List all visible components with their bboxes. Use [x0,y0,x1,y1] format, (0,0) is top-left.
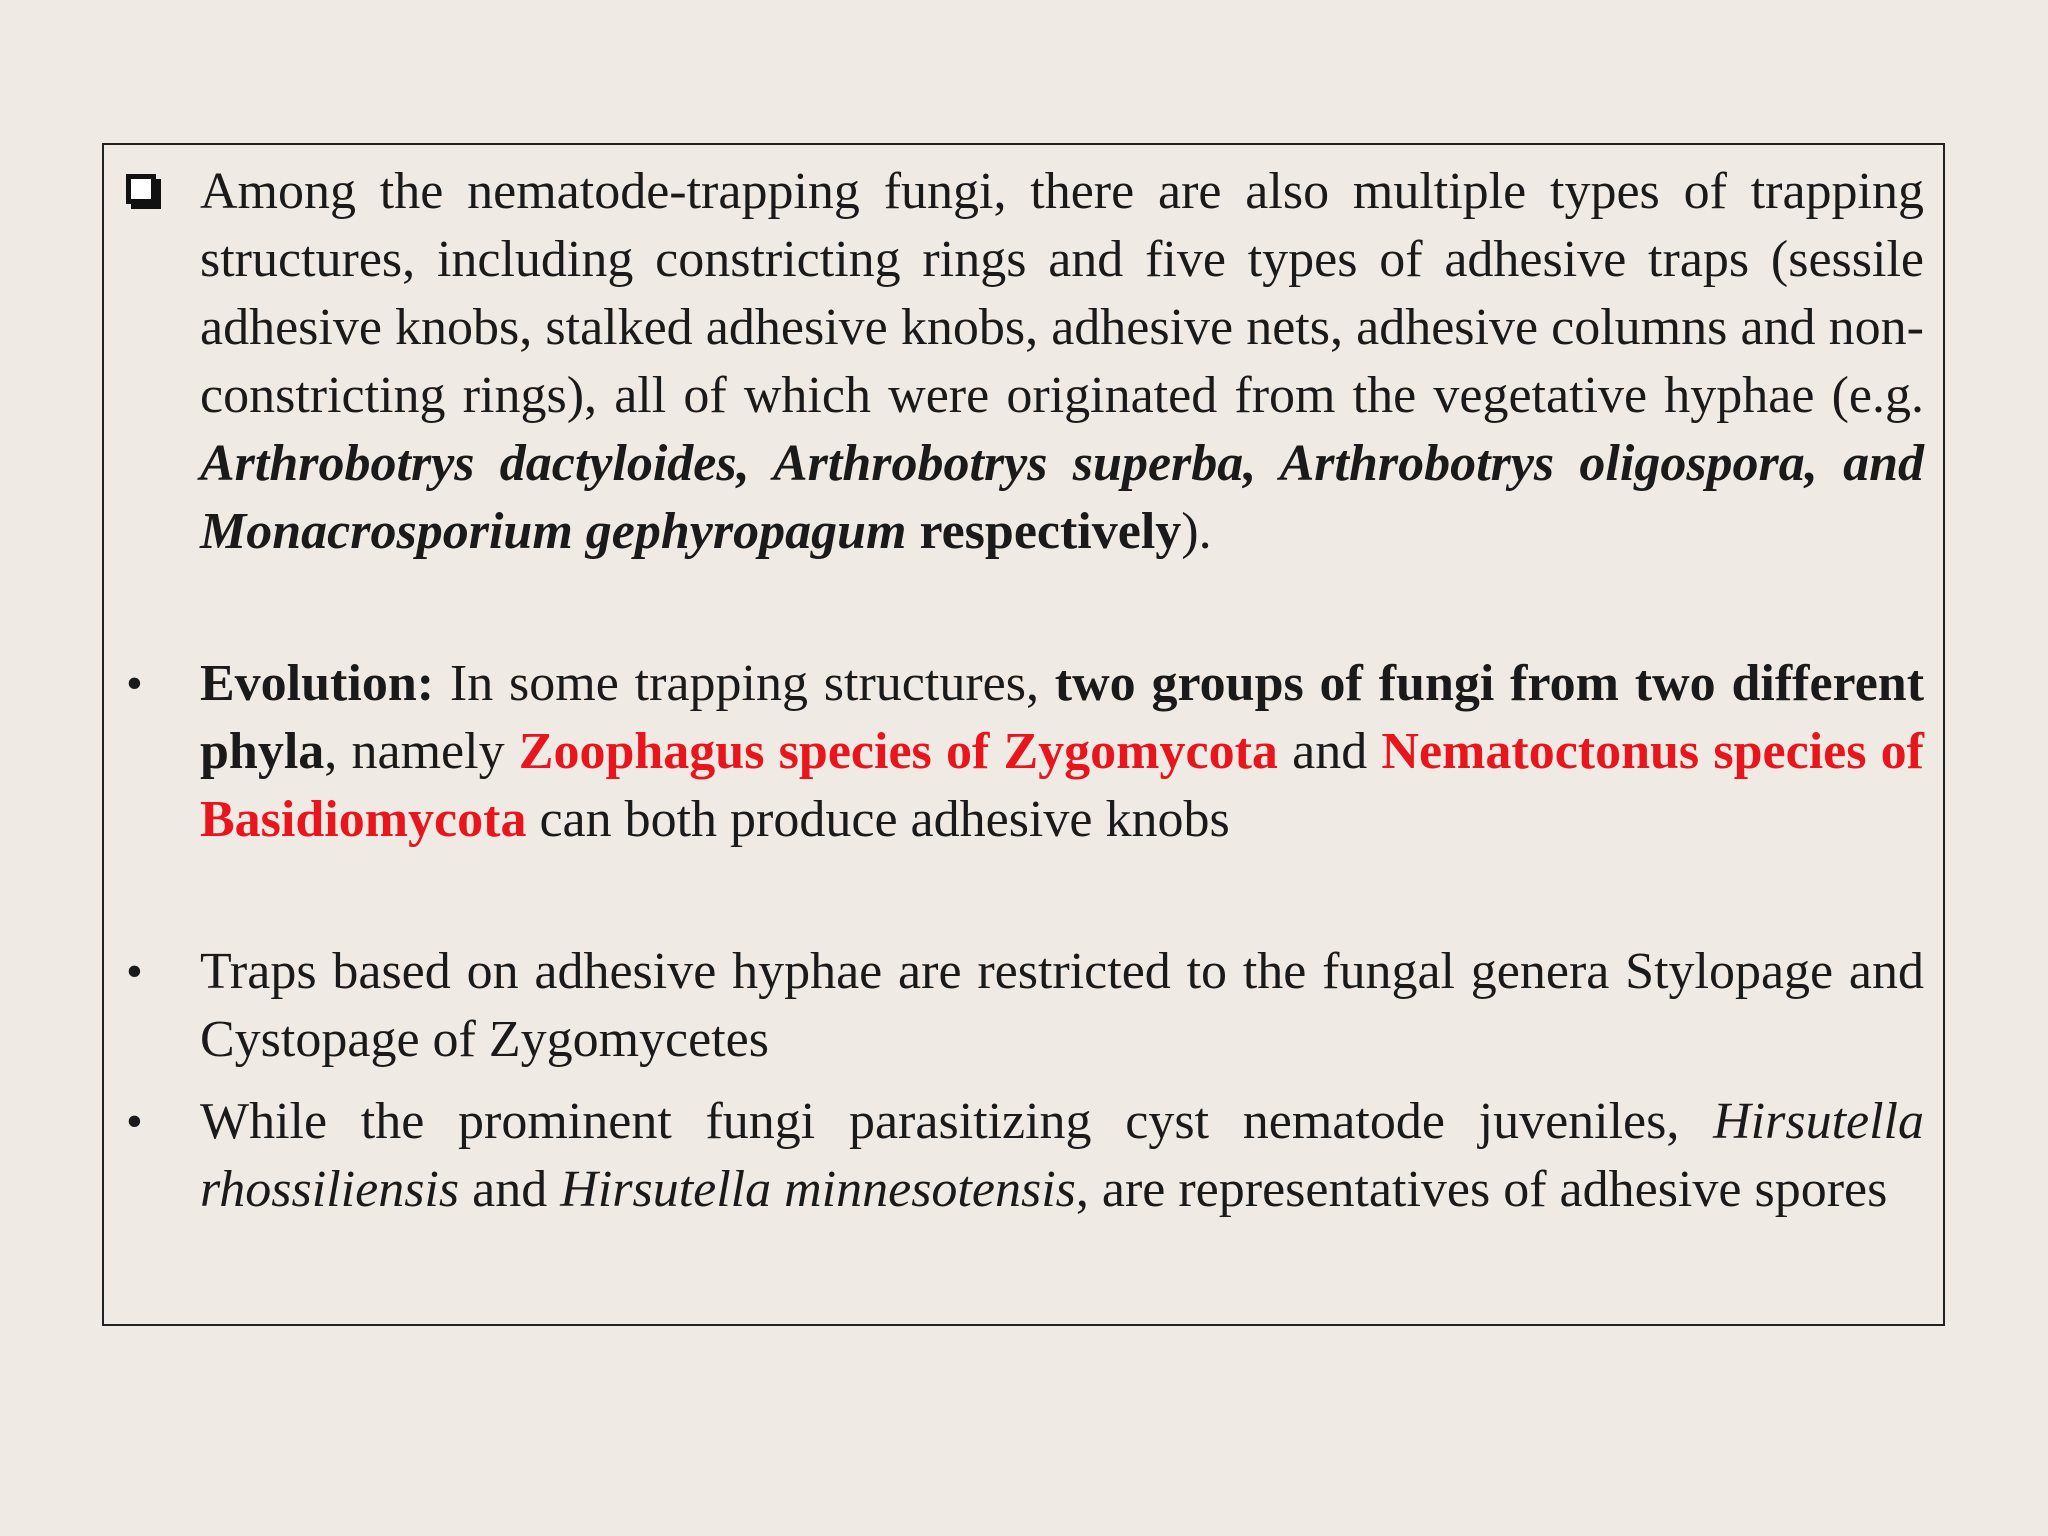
emphasis-text: respectively [919,503,1182,560]
bullet-item-evolution [98,650,1924,854]
text-segment: While the prominent fungi parasitizing cyst nematode juveniles, [200,1093,1714,1150]
species-name: Hirsutella rhossiliensis [200,1093,1924,1218]
bullet-item-trapping-structures [98,158,1924,566]
text-segment: Traps based on adhesive hyphae are restricted to the fungal genera Stylopage and Cystopage of Zygomycetes [200,943,1924,1068]
bullet-text [200,650,1924,854]
text-segment: , namely [324,723,519,780]
text-segment: Among the nematode-trapping fungi, there are also multiple types of trapping structures, including constricting rings and five types of adhesive traps (sessile adhesive knobs, stalked adhesive knobs, adhesive nets, adhesive columns and non-constricting rings), all of which were originated from the vegetative hyphae (e.g. [200,163,1924,424]
bullet-dot: • [126,1095,143,1148]
bullet-text [200,158,1924,566]
text-segment: ). [1181,503,1212,560]
bullet-dot: • [126,657,143,710]
text-segment: , are representatives of adhesive spores [1075,1161,1888,1218]
bullet-dot: • [126,945,143,998]
bullet-item-adhesive-spores [98,1088,1924,1224]
checkbox-bullet-icon [126,174,156,204]
text-segment: In some trapping structures, [434,655,1055,712]
text-segment: can both produce adhesive knobs [526,791,1230,848]
bullet-item-adhesive-hyphae [98,938,1924,1074]
highlight-zoophagus: Zoophagus species of Zygomycota [518,723,1278,780]
species-examples-text: Arthrobotrys dactyloides, Arthrobotrys superba, Arthrobotrys oligospora, and Monacrosporium gephyropagum [200,435,1924,560]
bullet-text [200,938,1924,1074]
evolution-label: Evolution: [200,655,435,712]
emphasis-text: two groups of fungi from two different phyla [200,655,1925,780]
text-segment [906,503,919,560]
text-segment: and [1277,723,1382,780]
highlight-nematoctonus: Nematoctonus species of Basidiomycota [200,723,1924,848]
text-segment: and [459,1161,561,1218]
bullet-text [200,1088,1924,1224]
species-name: Hirsutella minnesotensis [560,1161,1076,1218]
